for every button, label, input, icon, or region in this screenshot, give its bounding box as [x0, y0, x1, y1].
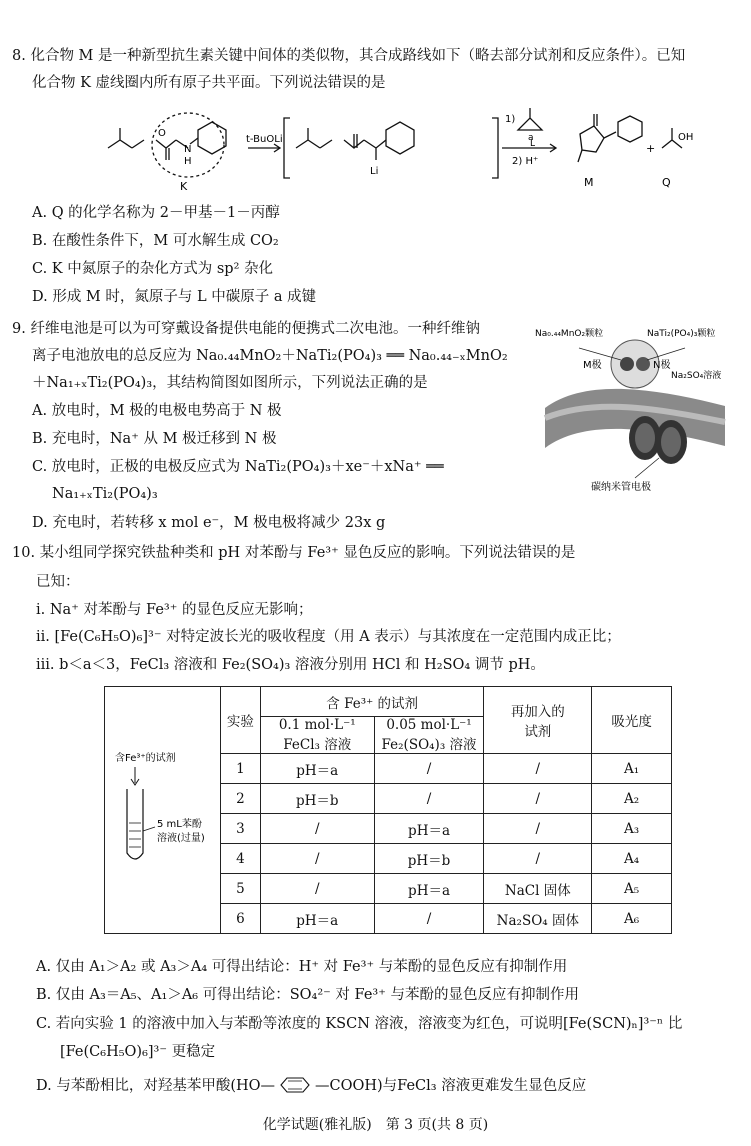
scheme-label-n: N [184, 144, 192, 155]
q9-option-d: D. 充电时，若转移 x mol e⁻，M 极电极将减少 23x g [32, 515, 386, 531]
q8-option-c: C. K 中氮原子的杂化方式为 sp² 杂化 [32, 261, 273, 277]
q8-option-b: B. 在酸性条件下，M 可水解生成 CO₂ [32, 233, 279, 249]
q8-reaction-scheme [100, 100, 694, 195]
q8-option-a: A. Q 的化学名称为 2－甲基－1－丙醇 [32, 205, 280, 221]
scheme-label-a: a [528, 133, 534, 143]
scheme-label-li: Li [370, 166, 379, 177]
q10-option-b: B. 仅由 A₃＝A₅、A₁＞A₆ 可得出结论：SO₄²⁻ 对 Fe³⁺ 与苯酚的显色反应有抑制作用 [36, 987, 579, 1003]
q9-fiber-battery-figure [535, 318, 745, 498]
scheme-label-m: M [584, 176, 594, 189]
q8-option-d: D. 形成 M 时，氮原子与 L 中碳原子 a 成键 [32, 289, 317, 305]
scheme-step-2: 2) H⁺ [512, 156, 539, 167]
table-row: 2 pH＝b / / A₂ [105, 784, 672, 814]
q9-option-a: A. 放电时，M 极的电极电势高于 N 极 [32, 403, 282, 419]
scheme-label-oh: OH [678, 132, 694, 143]
fig-particle-left: Na₀.₄₄MnO₂颗粒 [535, 329, 604, 339]
q10-option-d: D. 与苯酚相比，对羟基苯甲酸(HO— —COOH)与FeCl₃ 溶液更难发生显色反应 [36, 1078, 587, 1094]
fig-electrolyte: Na₂SO₄溶液 [671, 371, 722, 381]
fig-electrode-n: N极 [653, 360, 671, 371]
th-absorbance: 吸光度 [592, 687, 672, 754]
fig-tube-electrode: 碳纳米管电极 [591, 482, 651, 493]
scheme-step-1: 1) [505, 114, 516, 125]
th-fe-reagent: 含 Fe³⁺ 的试剂 [260, 687, 484, 717]
q10-option-c-line2: [Fe(C₆H₅O)₆]³⁻ 更稳定 [60, 1044, 216, 1060]
th-fecl3: 0.1 mol·L⁻¹ FeCl₃ 溶液 [260, 717, 374, 754]
q10-known-1: ⅰ. Na⁺ 对苯酚与 Fe³⁺ 的显色反应无影响； [36, 602, 313, 618]
q8-stem-line1: 8. 化合物 M 是一种新型抗生素关键中间体的类似物，其合成路线如下（略去部分试剂和反应条件）。已知 [12, 48, 686, 64]
q10-option-a: A. 仅由 A₁＞A₂ 或 A₃＞A₄ 可得出结论：H⁺ 对 Fe³⁺ 与苯酚的显色反应有抑制作用 [36, 959, 568, 975]
q9-option-c-line1: C. 放电时，正极的电极反应式为 NaTi₂(PO₄)₃＋xe⁻＋xNa⁺ ══ [32, 459, 444, 475]
q9-stem-line3: ＋Na₁₊ₓTi₂(PO₄)₃，其结构简图如图所示，下列说法正确的是 [32, 375, 428, 391]
scheme-plus: + [646, 142, 656, 155]
table-row: 5 / pH＝a NaCl 固体 A₅ [105, 874, 672, 904]
scheme-label-l: L [530, 139, 536, 149]
benzene-ring-icon [275, 1076, 315, 1094]
scheme-label-q: Q [662, 176, 671, 189]
th-add: 再加入的 试剂 [484, 687, 592, 754]
fig-particle-right: NaTi₂(PO₄)₃颗粒 [647, 329, 716, 339]
scheme-label-k: K [180, 180, 188, 193]
scheme-label-o: O [158, 128, 166, 139]
fig-electrode-m: M极 [583, 360, 602, 371]
tube-top-label: 含Fe³⁺的试剂 [115, 753, 177, 764]
table-row: 6 pH＝a / Na₂SO₄ 固体 A₆ [105, 904, 672, 934]
q10-setup-cell [105, 687, 221, 934]
tube-side-label-2: 溶液(过量) [157, 833, 206, 844]
q10-option-c-line1: C. 若向实验 1 的溶液中加入与苯酚等浓度的 KSCN 溶液，溶液变为红色，可说明[Fe(SCN)ₙ]³⁻ⁿ 比 [36, 1016, 683, 1032]
q10-known-2: ⅱ. [Fe(C₆H₅O)₆]³⁻ 对特定波长光的吸收程度（用 A 表示）与其浓度在一定范围内成正比； [36, 629, 621, 645]
q9-option-b: B. 充电时，Na⁺ 从 M 极迁移到 N 极 [32, 431, 277, 447]
scheme-reagent-1: t-BuOLi [246, 134, 283, 145]
page-footer: 化学试题(雅礼版) 第 3 页(共 8 页) [262, 1117, 489, 1133]
scheme-label-h: H [184, 156, 192, 167]
q10-stem: 10. 某小组同学探究铁盐种类和 pH 对苯酚与 Fe³⁺ 显色反应的影响。下列说法错误的是 [12, 545, 576, 561]
q10-known: 已知： [36, 574, 80, 590]
th-exp: 实验 [220, 687, 260, 754]
q10-known-3: ⅲ. b＜a＜3，FeCl₃ 溶液和 Fe₂(SO₄)₃ 溶液分别用 HCl 和 H₂SO₄ 调节 pH。 [36, 657, 545, 673]
q8-stem-line2: 化合物 K 虚线圈内所有原子共平面。下列说法错误的是 [32, 75, 386, 91]
q9-stem-line1: 9. 纤维电池是可以为可穿戴设备提供电能的便携式二次电池。一种纤维钠 [12, 321, 480, 337]
q9-stem-line2: 离子电池放电的总反应为 Na₀.₄₄MnO₂＋NaTi₂(PO₄)₃ ══ Na₀.₄₄₋ₓMnO₂ [32, 348, 508, 364]
tube-side-label-1: 5 mL苯酚 [157, 819, 203, 830]
th-fe2so43: 0.05 mol·L⁻¹ Fe₂(SO₄)₃ 溶液 [374, 717, 484, 754]
q10-experiment-table [104, 686, 672, 934]
q9-option-c-line2: Na₁₊ₓTi₂(PO₄)₃ [52, 486, 158, 502]
table-row: 1 pH＝a / / A₁ [105, 754, 672, 784]
table-row: 4 / pH＝b / A₄ [105, 844, 672, 874]
table-row: 3 / pH＝a / A₃ [105, 814, 672, 844]
q10-test-tube-figure [105, 743, 219, 873]
